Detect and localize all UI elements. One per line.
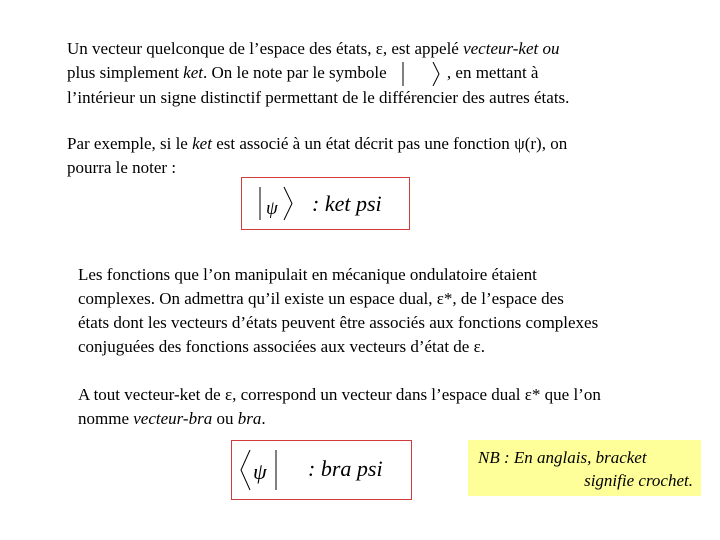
term-vecteur-bra: vecteur-bra xyxy=(133,409,213,428)
p1-line-1: Un vecteur quelconque de l’espace des états, ε, est appelé vecteur-ket ou xyxy=(67,39,560,58)
p2-line-1: Par exemple, si le ket est associé à un état décrit pas une fonction ψ(r), on xyxy=(67,134,568,153)
ket-psi-symbol xyxy=(252,178,302,229)
p2-line-2: pourra le noter : xyxy=(67,158,177,177)
nb-note xyxy=(468,440,701,496)
epsilon-symbol: ε xyxy=(473,337,481,356)
epsilon-star-symbol: ε* xyxy=(524,385,541,404)
paragraph-ket-definition xyxy=(67,37,707,110)
p3-line-3: états dont les vecteurs d’états peuvent être associés aux fonctions complexes xyxy=(78,313,599,332)
psi-symbol: ψ xyxy=(253,459,267,484)
p3-line-4: conjuguées des fonctions associées aux vecteurs d’état de ε. xyxy=(78,337,485,356)
ket-psi-box xyxy=(241,177,410,230)
term-vecteur-ket: vecteur-ket ou xyxy=(463,39,560,58)
p3-line-2: complexes. On admettra qu’il existe un espace dual, ε*, de l’espace des xyxy=(78,289,564,308)
term-ket: ket xyxy=(192,134,212,153)
epsilon-symbol: ε xyxy=(375,39,383,58)
bra-psi-label: : bra psi xyxy=(308,456,383,481)
term-bra: bra xyxy=(237,409,262,428)
nb-note-line-2: signifie crochet. xyxy=(584,471,693,490)
psi-symbol: ψ xyxy=(514,134,525,153)
paragraph-bra-definition xyxy=(78,383,710,431)
psi-symbol: ψ xyxy=(266,198,278,219)
epsilon-star-symbol: ε* xyxy=(436,289,453,308)
p3-line-1: Les fonctions que l’on manipulait en mécanique ondulatoire étaient xyxy=(78,265,537,284)
bra-psi-symbol xyxy=(234,441,294,499)
empty-ket-symbol xyxy=(391,62,447,86)
ket-psi-label: : ket psi xyxy=(312,191,382,216)
p4-line-1: A tout vecteur-ket de ε, correspond un vecteur dans l’espace dual ε* que l’on xyxy=(78,385,601,404)
p1-line-2: plus simplement ket. On le note par le symbole , en mettant à xyxy=(67,61,707,86)
paragraph-dual-space xyxy=(78,263,710,359)
nb-note-line-1: NB : En anglais, bracket xyxy=(478,448,647,467)
bra-psi-box xyxy=(231,440,412,500)
paragraph-ket-example xyxy=(67,132,707,180)
term-ket: ket xyxy=(183,63,203,82)
p4-line-2: nomme vecteur-bra ou bra. xyxy=(78,409,266,428)
p1-line-3: l’intérieur un signe distinctif permettant de le différencier des autres états. xyxy=(67,88,570,108)
epsilon-symbol: ε xyxy=(224,385,233,404)
